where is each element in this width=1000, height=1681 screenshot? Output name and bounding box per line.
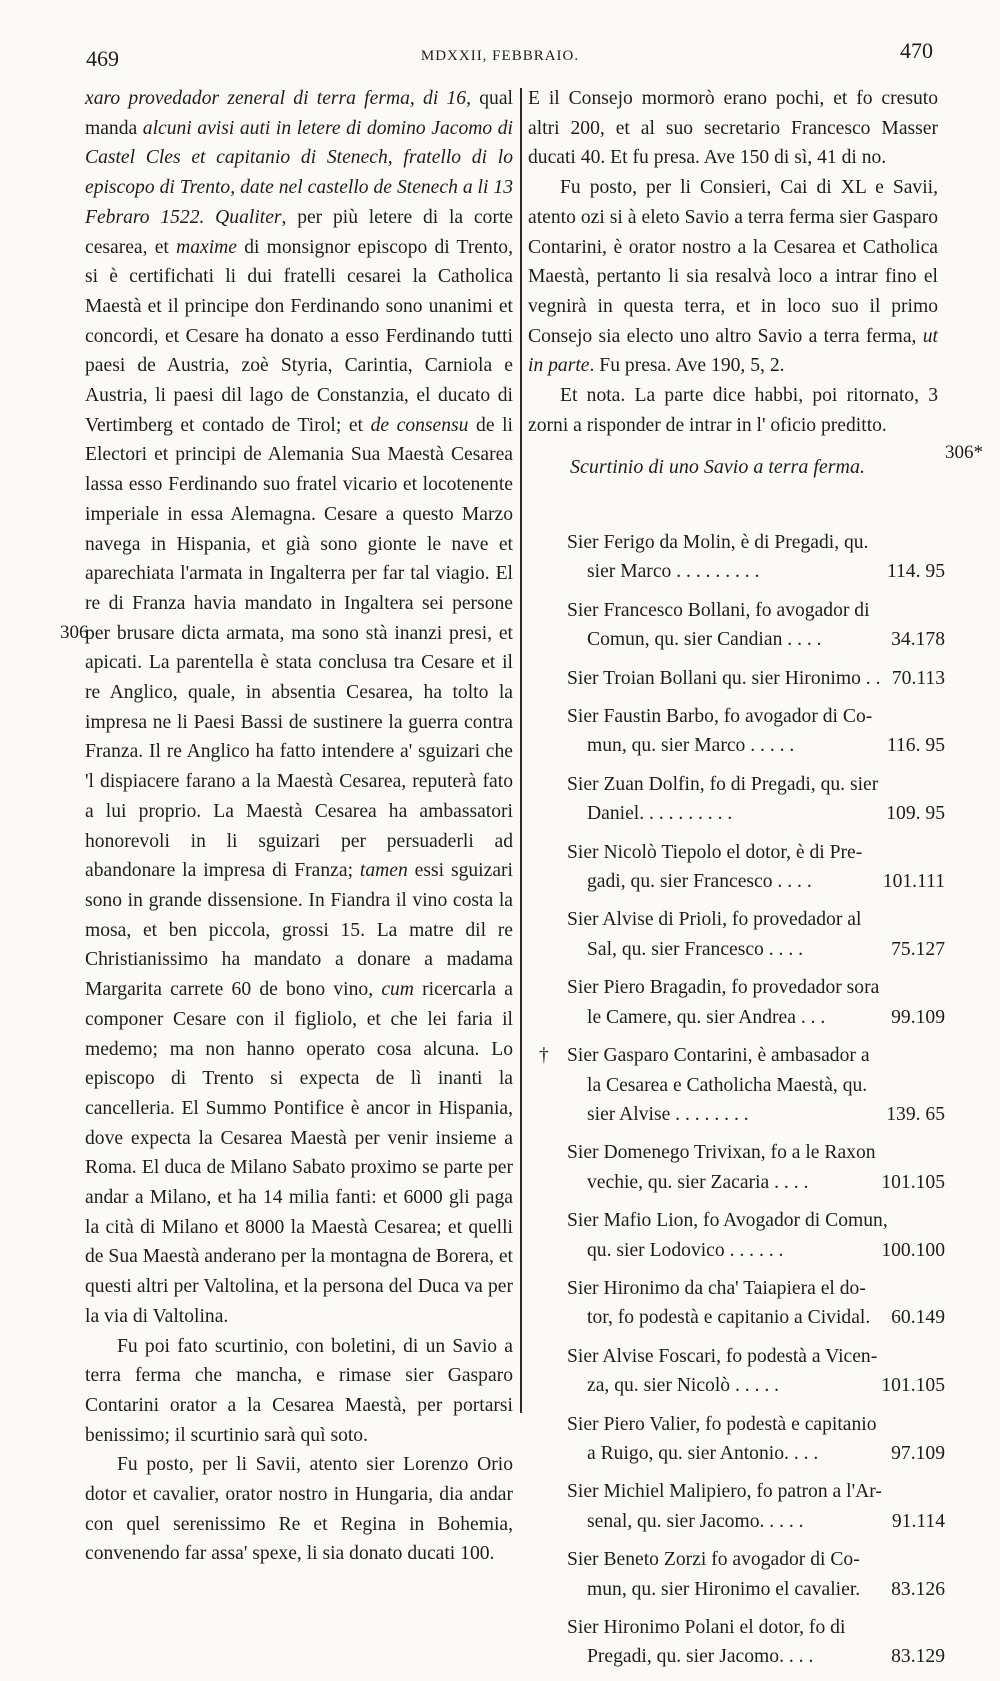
text-run: , per più letere di la corte cesarea, et	[85, 206, 513, 258]
text-run: xaro provedador zeneral di terra ferma, di 16,	[85, 88, 472, 109]
scrutiny-entry-line: Sal, qu. sier Francesco . . . .	[587, 938, 804, 960]
scrutiny-entry-line: Sier Francesco Bollani, fo avogador di	[567, 599, 870, 621]
scrutiny-votes: 60.149	[891, 1307, 945, 1329]
scrutiny-entry-line: gadi, qu. sier Francesco . . . .	[587, 871, 812, 893]
right-margin-number: 306*	[945, 442, 983, 463]
scrutiny-votes: 101.105	[881, 1171, 945, 1193]
scrutiny-entry-line: Daniel. . . . . . . . . .	[587, 803, 733, 825]
text-run: essi sguizari sono in grande dissensione. In Fiandra il vino costa la mosa, et ben piccola, grossi 15. La matre dil re Christianissimo ha mandato a donare a madama Margarita carrete 60 de bono vino,	[85, 860, 513, 1001]
scrutiny-entry-line: Sier Domenego Trivixan, fo a le Raxon	[567, 1142, 876, 1164]
scrutiny-entry-line: Sier Michiel Malipiero, fo patron a l'Ar-	[567, 1481, 882, 1503]
scrutiny-votes: 83.129	[891, 1646, 945, 1668]
scrutiny-votes: 139. 65	[886, 1103, 945, 1125]
text-run: qual manda	[85, 88, 513, 139]
scrutiny-votes: 97.109	[891, 1442, 945, 1464]
scrutiny-entry-line: Sier Gasparo Contarini, è ambasador a	[567, 1045, 870, 1067]
left-page-number: 469	[86, 46, 119, 71]
scrutiny-entry-line: Sier Alvise di Prioli, fo provedador al	[567, 909, 862, 931]
scrutiny-entry	[555, 838, 955, 897]
scrutiny-entry-line: a Ruigo, qu. sier Antonio. . . .	[587, 1442, 819, 1464]
scrutiny-heading: Scurtinio di uno Savio a terra ferma.	[570, 456, 865, 478]
scrutiny-votes: 91.114	[891, 1510, 945, 1532]
left-paragraph-3: Fu posto, per li Savii, atento sier Lorenzo Orio dotor et cavalier, orator nostro in Hungaria, dia andar con quel serenissimo Re et Regina in Bohemia, convenendo far assa' spexe, li sia donato ducati 100.	[85, 1454, 513, 1565]
scrutiny-votes: 99.109	[891, 1006, 945, 1028]
column-divider	[520, 88, 522, 1413]
scrutiny-entry-line: tor, fo podestà e capitanio a Cividal.	[587, 1307, 871, 1329]
left-margin-number: 306	[60, 622, 89, 643]
scrutiny-entry-line: mun, qu. sier Hironimo el cavalier.	[587, 1578, 861, 1600]
scrutiny-entry-line: senal, qu. sier Jacomo. . . . .	[587, 1510, 804, 1532]
scrutiny-entry	[555, 1410, 955, 1469]
scrutiny-entry-line: Sier Ferigo da Molin, è di Pregadi, qu.	[567, 532, 869, 553]
scrutiny-entry-line: Sier Mafio Lion, fo Avogador di Comun,	[567, 1210, 888, 1232]
text-run: . Fu presa. Ave 190, 5, 2.	[589, 355, 785, 377]
elected-dagger-mark: †	[539, 1045, 549, 1067]
text-run: tamen	[359, 860, 408, 882]
right-paragraph-3: Et nota. La parte dice habbi, poi ritornato, 3 zorni a risponder de intrar in l' oficio preditto.	[528, 385, 938, 436]
scrutiny-entry-line: Pregadi, qu. sier Jacomo. . . .	[587, 1646, 814, 1668]
scrutiny-votes: 83.126	[891, 1578, 945, 1600]
scrutiny-entry	[555, 1545, 955, 1604]
scrutiny-entry	[555, 702, 955, 761]
scrutiny-entry	[555, 596, 955, 655]
left-column	[85, 84, 513, 1569]
scrutiny-list	[539, 528, 955, 1681]
scrutiny-votes: 34.178	[891, 629, 945, 651]
scrutiny-votes: 116. 95	[886, 735, 945, 757]
right-column	[528, 84, 938, 440]
scrutiny-entry-line: Sier Piero Valier, fo podestà e capitanio	[567, 1413, 877, 1435]
right-paragraph-2	[528, 173, 938, 381]
scrutiny-entry	[555, 664, 955, 693]
text-run: de consensu	[370, 414, 469, 436]
scrutiny-entry-line: Sier Piero Bragadin, fo provedador sora	[567, 977, 880, 999]
right-paragraph-1: E il Consejo mormorò erano pochi, et fo cresuto altri 200, et al suo secretario Francesco Masser ducati 40. Et fu presa. Ave 150 di sì, 41 di no.	[528, 88, 938, 169]
scrutiny-entry	[555, 528, 955, 587]
running-title: MDXXII, FEBBRAIO.	[420, 48, 580, 64]
scrutiny-entry	[555, 1138, 955, 1197]
scrutiny-entry-line: la Cesarea e Catholicha Maestà, qu.	[587, 1074, 868, 1096]
right-page-number: 470	[900, 38, 933, 63]
scrutiny-votes: 114. 95	[886, 561, 945, 583]
scrutiny-entry	[555, 770, 955, 829]
scrutiny-votes: 100.100	[881, 1239, 945, 1261]
scrutiny-entry-line: sier Alvise . . . . . . . .	[587, 1103, 749, 1125]
page-header	[0, 38, 1000, 78]
scrutiny-entry-line: Sier Zuan Dolfin, fo di Pregadi, qu. sier	[567, 773, 879, 795]
scrutiny-votes: 109. 95	[886, 803, 945, 825]
scrutiny-entry-line: qu. sier Lodovico . . . . . .	[587, 1239, 784, 1261]
scrutiny-entry-line: le Camere, qu. sier Andrea . . .	[587, 1006, 826, 1028]
scrutiny-entry	[555, 1477, 955, 1536]
scrutiny-entry	[555, 1206, 955, 1265]
scrutiny-entry	[555, 1613, 955, 1672]
text-run: ricercarla a componer Cesare con il figliolo, et che lei faria il medemo; ma non hanno operato cosa alcuna. Lo episcopo di Trento si expecta de lì inanti la cancelleria. El Summo Pontifice è ancor in Hispania, dove expecta la Cesarea Maestà per venir insieme a Roma. El duca de Milano Sabato proximo se parte per andar a Milano, et ha 14 milia fanti: et 6000 gli paga la cità di Milano et 8000 la Maestà Cesarea; et quelli de Sua Maestà anderano per la montagna de Borera, et questi altri per Valtolina, et la persona del Duca va per la via di Valtolina.	[85, 979, 513, 1327]
text-run: ut in parte	[528, 325, 938, 377]
scrutiny-entry	[555, 1342, 955, 1401]
scrutiny-votes: 75.127	[891, 938, 945, 960]
scrutiny-votes: 101.111	[882, 871, 945, 893]
scrutiny-votes: 101.105	[881, 1375, 945, 1397]
scrutiny-votes: 70.113	[891, 667, 945, 689]
text-run: di monsignor episcopo di Trento, si è certifichati li dui fratelli cesarei la Catholica Maestà et il principe don Ferdinando sono unanimi et concordi, et Cesare ha donato a esso Ferdinando tutti paesi de Austria, zoè Styria, Carintia, Carniola e Austria, li paesi dil lago de Constanzia, el ducato di Vertimberg et contado de Tirol; et	[85, 236, 513, 436]
left-paragraph-1	[85, 84, 513, 1332]
text-run: cum	[381, 979, 414, 1001]
scrutiny-entry-line: Sier Nicolò Tiepolo el dotor, è di Pre-	[567, 841, 863, 863]
text-run: alcuni avisi auti in letere di domino Jacomo di Castel Cles et capitanio di Stenech, fratello di lo episcopo di Trento, date nel castello de Stenech a li 13 Febraro 1522. Qualiter	[85, 117, 513, 228]
scrutiny-entry	[539, 1041, 955, 1129]
scrutiny-entry-line: Sier Hironimo Polani el dotor, fo di	[567, 1617, 846, 1638]
text-run: maxime	[176, 236, 237, 258]
scrutiny-entry-line: vechie, qu. sier Zacaria . . . .	[587, 1171, 809, 1193]
scrutiny-entry-line: Sier Beneto Zorzi fo avogador di Co-	[567, 1549, 860, 1571]
scrutiny-entry-line: sier Marco . . . . . . . . .	[587, 561, 760, 583]
scrutiny-entry-line: Sier Troian Bollani qu. sier Hironimo . .	[567, 667, 881, 689]
scrutiny-entry-line: mun, qu. sier Marco . . . . .	[587, 735, 795, 757]
scrutiny-entry-line: Sier Faustin Barbo, fo avogador di Co-	[567, 706, 873, 728]
scrutiny-entry-line: Comun, qu. sier Candian . . . .	[587, 629, 822, 651]
scrutiny-entry-line: Sier Hironimo da cha' Taiapiera el do-	[567, 1277, 866, 1299]
left-paragraph-2: Fu poi fato scurtinio, con boletini, di un Savio a terra ferma che mancha, e rimase sier Gasparo Contarini orator a la Cesarea Maestà, per portarsi benissimo; il scurtinio sarà quì soto.	[85, 1335, 513, 1446]
scrutiny-entry-line: za, qu. sier Nicolò . . . . .	[587, 1375, 780, 1397]
scrutiny-entry	[555, 905, 955, 964]
text-run: de li Electori et principi de Alemania Sua Maestà Cesarea lassa esso Ferdinando suo fratel vicario et locotenente imperiale in essa Alemagna. Cesare a questo Marzo navega in Hispania, et già sono gionte le nave et aparechiata l'armata in Ingalterra per far tal viagio. El re di Franza havia mandato in Ingaltera sei persone per brusare dicta armata, ma sono stà inanzi presi, et apicati. La parentella è stata conclusa tra Cesare et il re Anglico, quale, in absentia Cesarea, ha tolto la impresa ne li Paesi Bassi de sustinere la guerra contra Franza. Il re Anglico ha fatto intendere a' sguizari che 'l dispiacere farano a la Maestà Cesarea, reputerà fato a lui proprio. La Maestà Cesarea ha ambassatori honorevoli in li sguizari per persuaderli ad abandonare la impresa di Franza;	[85, 414, 513, 882]
scrutiny-entry	[555, 973, 955, 1032]
scrutiny-entry-line: Sier Alvise Foscari, fo podestà a Vicen-	[567, 1345, 878, 1367]
text-run: Fu posto, per li Consieri, Cai di XL e Savii, atento ozi si à eleto Savio a terra ferma sier Gasparo Contarini, è orator nostro a la Cesarea et Catholica Maestà, pertanto li sia resalvà loco a intrar fino el vegnirà in questa terra, et in loco suo il primo Consejo sia electo uno altro Savio a terra ferma,	[528, 177, 938, 347]
scrutiny-entry	[555, 1274, 955, 1333]
